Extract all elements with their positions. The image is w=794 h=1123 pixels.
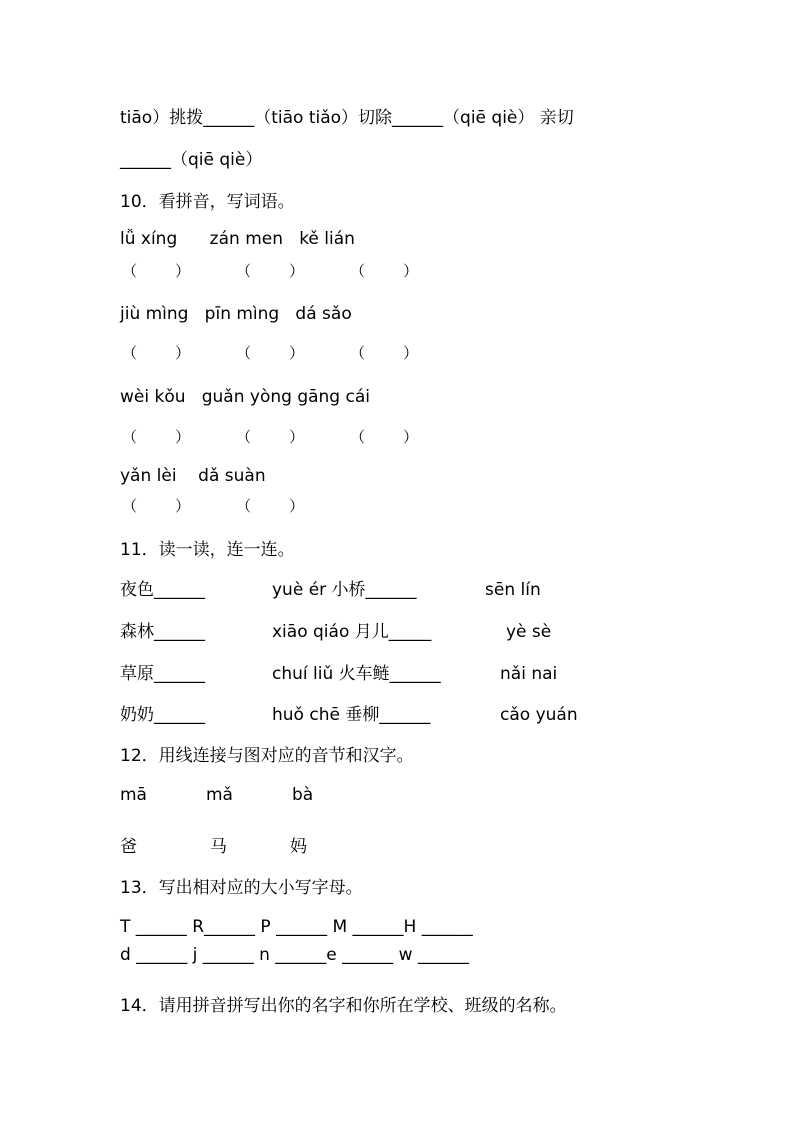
text-line-2: ______（qiē qiè）: [120, 150, 263, 170]
q11-row1-col1: 夜色______: [120, 580, 205, 600]
q12-syllable-ma3: mǎ: [206, 785, 233, 805]
q10-pinyin-row-4: yǎn lèi dǎ suàn: [120, 466, 266, 486]
answer-paren: （ ）: [122, 262, 191, 280]
q11-row1-col2: yuè ér 小桥______: [272, 580, 417, 600]
q13-uppercase-row: T ______ R______ P ______ M ______H ______: [120, 917, 473, 937]
q10-pinyin-row-2: jiù mìng pīn mìng dá sǎo: [120, 304, 352, 324]
q11-row4-col2: huǒ chē 垂柳______: [272, 705, 431, 725]
answer-paren: （ ）: [122, 497, 191, 515]
q12-char-ma-horse: 马: [210, 837, 227, 857]
answer-paren: （ ）: [350, 344, 419, 362]
answer-paren: （ ）: [122, 344, 191, 362]
q13-lowercase-row: d ______ j ______ n ______e ______ w ______: [120, 945, 469, 965]
q11-row1-col3: sēn lín: [485, 580, 541, 600]
question-13-title: 13．写出相对应的大小写字母。: [120, 878, 363, 898]
answer-paren: （ ）: [236, 262, 305, 280]
question-14-title: 14．请用拼音拼写出你的名字和你所在学校、班级的名称。: [120, 996, 567, 1016]
q11-row3-col2: chuí liǔ 火车鲢______: [272, 664, 441, 684]
q12-syllable-ma1: mā: [120, 785, 147, 805]
answer-paren: （ ）: [350, 262, 419, 280]
q12-char-ma-mother: 妈: [290, 837, 307, 857]
q11-row3-col1: 草原______: [120, 664, 205, 684]
q10-pinyin-row-3: wèi kǒu guǎn yòng gāng cái: [120, 387, 370, 407]
q11-row2-col3: yè sè: [506, 622, 552, 642]
q12-syllable-ba4: bà: [292, 785, 314, 805]
answer-paren: （ ）: [236, 428, 305, 446]
q11-row2-col2: xiāo qiáo 月儿_____: [272, 622, 432, 642]
question-11-title: 11．读一读，连一连。: [120, 540, 295, 560]
answer-paren: （ ）: [236, 344, 305, 362]
question-10-title: 10．看拼音，写词语。: [120, 192, 295, 212]
answer-paren: （ ）: [236, 497, 305, 515]
question-12-title: 12．用线连接与图对应的音节和汉字。: [120, 746, 414, 766]
answer-paren: （ ）: [122, 428, 191, 446]
q10-pinyin-row-1: lǚ xíng zán men kě lián: [120, 229, 355, 249]
q11-row2-col1: 森林______: [120, 622, 205, 642]
text-line-1: tiāo）挑拨______（tiāo tiǎo）切除______（qiē qiè） 亲切: [120, 108, 574, 128]
q11-row4-col1: 奶奶______: [120, 705, 205, 725]
q11-row4-col3: cǎo yuán: [500, 705, 578, 725]
q11-row3-col3: nǎi nai: [500, 664, 558, 684]
q12-char-ba: 爸: [120, 837, 137, 857]
answer-paren: （ ）: [350, 428, 419, 446]
